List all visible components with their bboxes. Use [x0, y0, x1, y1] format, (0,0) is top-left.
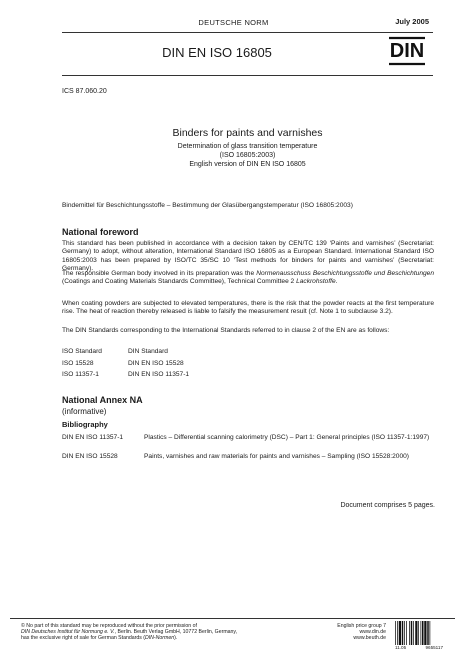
foreword-paragraph-3: When coating powders are subjected to elevated temperatures, there is the risk that the powder reacts at the first temperature rise. The heat of reaction thereby released is liable to falsify the measurement result (cf. Note 1 to subclause 3.2).: [62, 300, 434, 316]
p2-text-2: (Coatings and Coating Materials Standards Committee), Technical Committee 2: [62, 278, 297, 286]
iso-standard-cell: ISO Standard: [62, 348, 102, 355]
subtitle-line-3: English version of DIN EN ISO 16805: [189, 161, 306, 168]
barcode: [395, 621, 443, 645]
ics-code: ICS 87.060.20: [62, 88, 107, 95]
bib-text: Plastics – Differential scanning calorimetry (DSC) – Part 1: General principles (ISO 11357-1:1997): [144, 434, 430, 441]
german-title: Bindemittel für Beschichtungsstoffe – Bestimmung der Glasübergangstemperatur (ISO 16805:2003): [62, 202, 353, 209]
foreword-paragraph-1: This standard has been published in accordance with a decision taken by CEN/TC 139 ‘Paints and varnishes’ (Secretariat: Germany) to adopt, without alteration, International Standard ISO 16805 as a European Standard. International Standard ISO 16805:2003 has been prepared by ISO/TC 35/SC 10 ‘Test methods for binders for paints and varnishes’ (Secretariat: Germany).: [62, 240, 434, 272]
foreword-paragraph-4: The DIN Standards corresponding to the International Standards referred to in clause 2 of the EN are as follows:: [62, 327, 390, 334]
price-info: [298, 623, 386, 642]
copyright-line-3-a: has the exclusive right of sale for German Standards (: [21, 635, 145, 642]
din-standard-cell: DIN EN ISO 11357-1: [128, 371, 190, 378]
iso-standard-cell: ISO 15528: [62, 360, 94, 367]
foreword-paragraph-2: [62, 270, 434, 287]
copyright-line-2-rest: , Berlin. Beuth Verlag GmbH, 10772 Berlin, Germany,: [114, 629, 238, 636]
svg-text:DIN: DIN: [389, 40, 425, 62]
copyright-notice: [21, 623, 291, 642]
bibliography-heading: Bibliography: [62, 420, 108, 429]
iso-standard-cell: ISO 11357-1: [62, 371, 99, 378]
annex-informative: (informative): [62, 407, 107, 416]
standard-title-box: [62, 33, 433, 75]
barcode-number: 9655117: [425, 645, 443, 650]
copyright-line-1: © No part of this standard may be reproduced without the prior permission of: [21, 623, 197, 629]
page-count-note: Document comprises 5 pages.: [340, 502, 435, 509]
header-date: July 2005: [395, 17, 429, 26]
copyright-line-3-b: ).: [174, 635, 178, 642]
din-standard-cell: DIN EN ISO 15528: [128, 360, 184, 367]
copyright-line-3: [21, 635, 291, 641]
din-standard-cell: DIN Standard: [128, 348, 168, 355]
bib-reference: DIN EN ISO 15528: [62, 453, 118, 460]
header-rule-bottom: [62, 75, 433, 76]
footer-rule: [10, 618, 455, 619]
bib-reference: DIN EN ISO 11357-1: [62, 434, 124, 441]
din-logo: [387, 35, 427, 69]
foreword-heading: National foreword: [62, 227, 139, 237]
din-website-link[interactable]: www.din.de: [359, 629, 386, 636]
subtitle-line-2: (ISO 16805:2003): [219, 152, 276, 159]
beuth-website-link[interactable]: www.beuth.de: [353, 635, 386, 642]
annex-heading: National Annex NA: [62, 395, 143, 405]
p2-committee-name: Normenausschuss Beschichtungsstoffe und Beschichtungen: [256, 270, 434, 277]
subtitle-line-1: Determination of glass transition temperature: [177, 143, 318, 150]
correspondence-row: [62, 360, 184, 367]
din-institute-name: DIN Deutsches Institut für Normung e. V.: [21, 629, 115, 636]
din-normen: DIN-Normen: [144, 635, 175, 642]
bib-text: Paints, varnishes and raw materials for paints and varnishes – Sampling (ISO 15528:2000): [144, 453, 409, 460]
document-title: Binders for paints and varnishes: [172, 127, 323, 139]
barcode-text: [395, 645, 443, 650]
p2-tc-name: Lackrohstoffe: [296, 278, 336, 286]
price-group: English price group 7: [337, 623, 386, 629]
standard-number: DIN EN ISO 16805: [162, 45, 272, 60]
p2-text: The responsible German body involved in its preparation was the: [62, 270, 257, 277]
barcode-date: 11.05: [395, 645, 407, 650]
p2-end: .: [335, 278, 338, 286]
correspondence-row: [62, 371, 190, 378]
correspondence-row: [62, 348, 168, 355]
header-label: DEUTSCHE NORM: [198, 18, 269, 27]
